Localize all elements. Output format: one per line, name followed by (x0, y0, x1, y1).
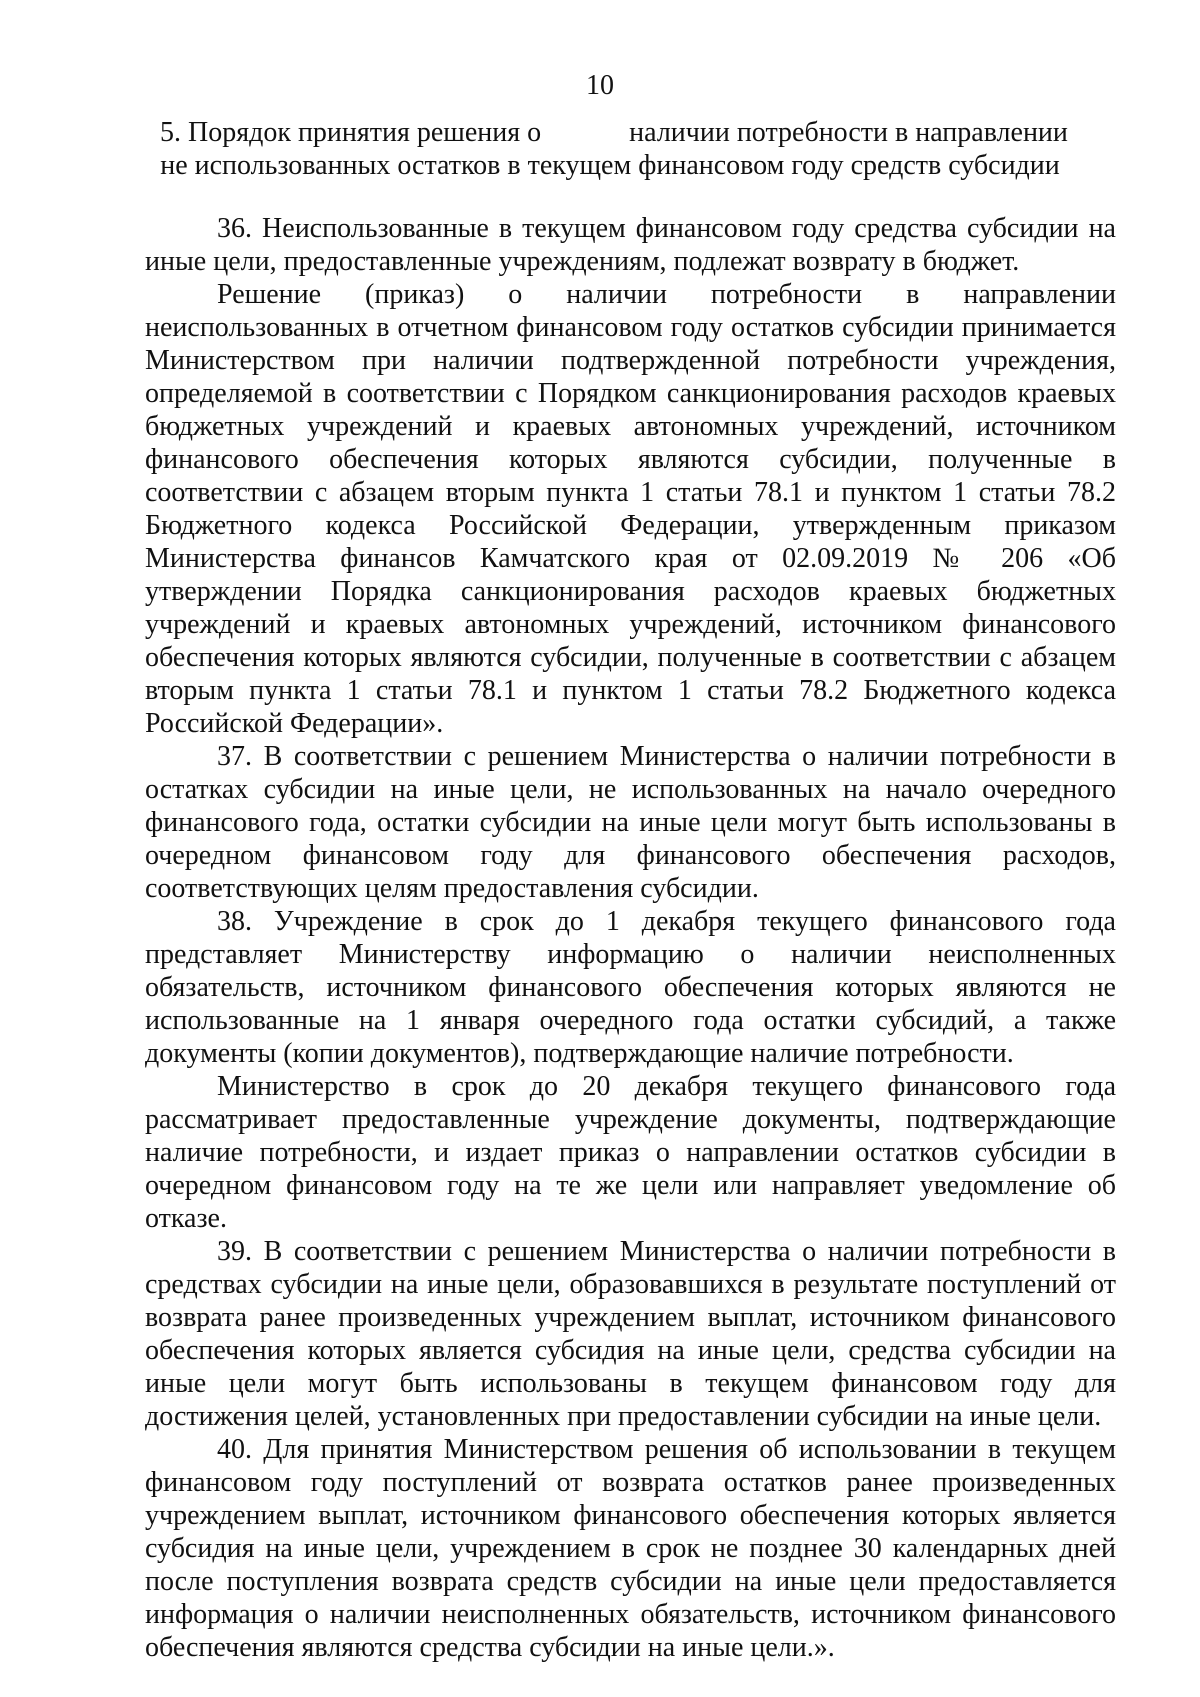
paragraph-36: 36. Неиспользованные в текущем финансовом году средства субсидии на иные цели, предоставленные учреждениям, подлежат возврату в бюджет. (145, 213, 1116, 277)
paragraph-37: 37. В соответствии с решением Министерства о наличии потребности в остатках субсидии на иные цели, не использованных на начало очередного финансового года, остатки субсидии на иные цели могут быть использованы в очередном финансовом году для финансового обеспечения расходов, соответствующих целям предоставления субсидии. (145, 741, 1116, 904)
heading-line-2: не использованных остатков в текущем финансовом году средств субсидии (160, 150, 1060, 181)
section-heading (160, 116, 1068, 182)
paragraph-38-ministry: Министерство в срок до 20 декабря текущего финансового года рассматривает предоставленные учреждение документы, подтверждающие наличие потребности, и издает приказ о направлении остатков субсидии в очередном финансовом году на те же цели или направляет уведомление об отказе. (145, 1071, 1116, 1234)
document-body (145, 212, 1116, 1664)
paragraph-38: 38. Учреждение в срок до 1 декабря текущего финансового года представляет Министерству информацию о наличии неисполненных обязательств, источником финансового обеспечения которых являются не использованные на 1 января очередного года остатки субсидий, а также документы (копии документов), подтверждающие наличие потребности. (145, 906, 1116, 1069)
heading-line-1-right: наличии потребности в направлении (629, 117, 1068, 148)
paragraph-39: 39. В соответствии с решением Министерства о наличии потребности в средствах субсидии на иные цели, образовавшихся в результате поступлений от возврата ранее произведенных учреждением выплат, источником финансового обеспечения которых является субсидия на иные цели, средства субсидии на иные цели могут быть использованы в текущем финансовом году для достижения целей, установленных при предоставлении субсидии на иные цели. (145, 1236, 1116, 1432)
paragraph-36-decision: Решение (приказ) о наличии потребности в направлении неиспользованных в отчетном финансовом году остатков субсидии принимается Министерством при наличии подтвержденной потребности учреждения, определяемой в соответствии с Порядком санкционирования расходов краевых бюджетных учреждений и краевых автономных учреждений, источником финансового обеспечения которых являются субсидии, полученные в соответствии с абзацем вторым пункта 1 статьи 78.1 и пунктом 1 статьи 78.2 Бюджетного кодекса Российской Федерации, утвержденным приказом Министерства финансов Камчатского края от 02.09.2019 № 206 «Об утверждении Порядка санкционирования расходов краевых бюджетных учреждений и краевых автономных учреждений, источником финансового обеспечения которых являются субсидии, полученные в соответствии с абзацем вторым пункта 1 статьи 78.1 и пунктом 1 статьи 78.2 Бюджетного кодекса Российской Федерации». (145, 279, 1116, 739)
paragraph-40: 40. Для принятия Министерством решения об использовании в текущем финансовом году поступлений от возврата остатков ранее произведенных учреждением выплат, источником финансового обеспечения которых является субсидия на иные цели, учреждением в срок не позднее 30 календарных дней после поступления возврата средств субсидии на иные цели предоставляется информация о наличии неисполненных обязательств, источником финансового обеспечения являются средства субсидии на иные цели.». (145, 1434, 1116, 1663)
page-number: 10 (586, 70, 614, 101)
heading-line-1 (160, 116, 1068, 149)
heading-line-1-left: 5. Порядок принятия решения о (160, 117, 542, 148)
